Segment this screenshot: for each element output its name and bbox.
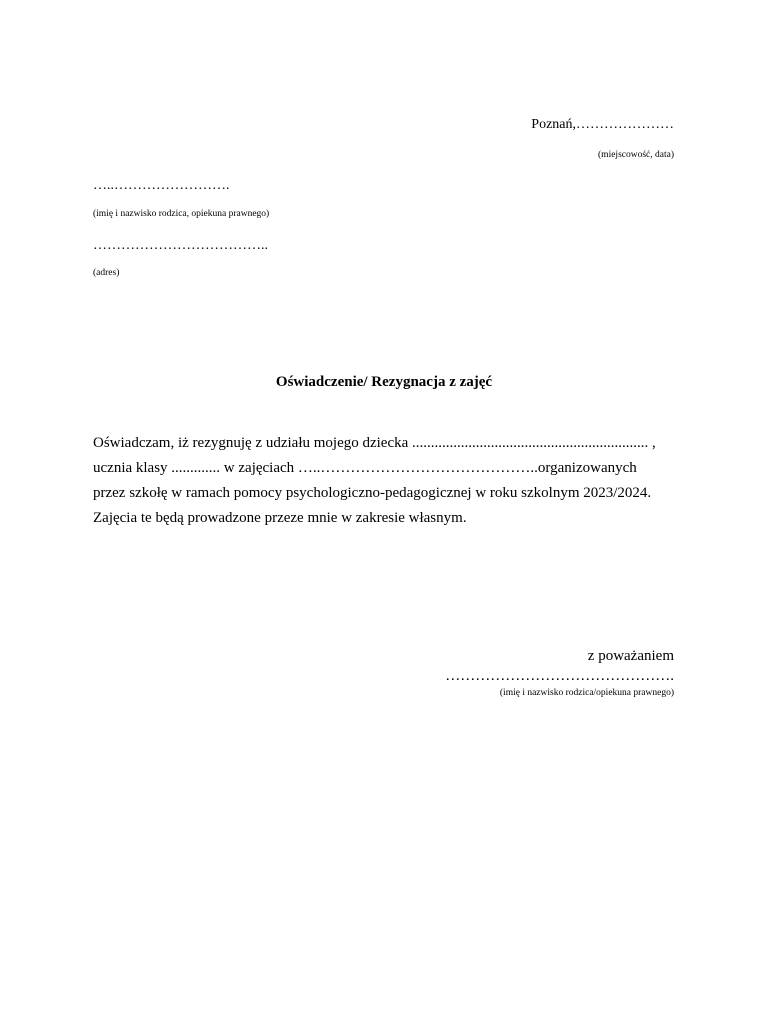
place-date-line: Poznań,………………… (531, 117, 674, 132)
parent-name-caption: (imię i nazwisko rodzica, opiekuna prawnego) (93, 209, 270, 219)
document-title: Oświadczenie/ Rezygnacja z zajęć (275, 374, 493, 390)
signature-caption: (imię i nazwisko rodzica/opiekuna prawnego) (499, 688, 674, 698)
statement-line-4: Zajęcia te będą prowadzone przeze mnie w zakresie własnym. (93, 510, 467, 526)
closing-phrase: z poważaniem (587, 648, 674, 664)
address-line: ……………………………….. (93, 238, 268, 253)
statement-line-3: przez szkołę w ramach pomocy psychologiczno-pedagogicznej w roku szkolnym 2023/2024. (93, 485, 652, 501)
parent-name-line: …..……………………. (93, 178, 230, 193)
statement-line-2: ucznia klasy ............. w zajęciach …..……………………………………..organizowanych (93, 460, 637, 476)
signature-line: ………………………………………. (445, 668, 674, 684)
statement-body (93, 431, 675, 531)
place-date-caption: (miejscowość, data) (598, 150, 674, 160)
address-caption: (adres) (93, 268, 120, 278)
statement-line-1: Oświadczam, iż rezygnuję z udziału mojego dziecka ............................................................... , (93, 435, 656, 451)
